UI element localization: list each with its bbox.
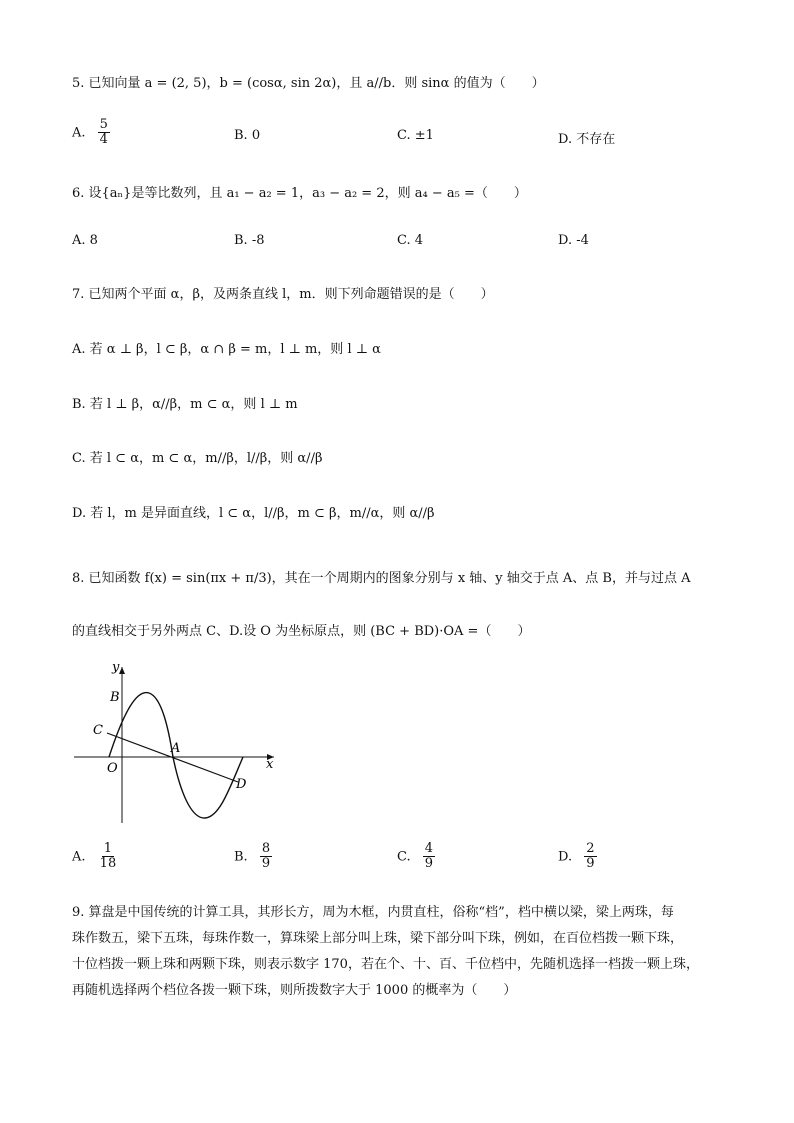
q5-option-b: B. 0 [234,128,261,143]
q6-option-a: A. 8 [72,233,98,248]
label-o: O [107,761,118,776]
q6-stem: 6. 设{aₙ}是等比数列，且 a₁ − a₂ = 1，a₃ − a₂ = 2，则 a₄ − a₅ =（ ） [72,186,527,201]
q7-option-a: A. 若 α ⊥ β，l ⊂ β，α ∩ β = m，l ⊥ m，则 l ⊥ α [72,342,381,357]
q6-option-b: B. -8 [234,233,265,248]
label-b: B [110,690,120,705]
q6-option-d: D. -4 [558,233,589,248]
q8-sine-graph [60,655,290,835]
q9-line1: 9. 算盘是中国传统的计算工具，其形长方，周为木框，内贯直柱，俗称“档”，档中横以梁，梁上两珠，每 [72,905,674,920]
q8-option-b: B. $\frac{8}{9}$ [234,841,271,872]
q7-option-b: B. 若 l ⊥ β，α//β，m ⊂ α，则 l ⊥ m [72,397,298,412]
q8-stem-line1: 8. 已知函数 f(x) = sin(πx + π/3)，其在一个周期内的图象分别与 x 轴、y 轴交于点 A、点 B，并与过点 A [72,571,691,586]
q9-line4: 再随机选择两个档位各拨一颗下珠，则所拨数字大于 1000 的概率为（ ） [72,983,517,998]
q6-option-c: C. 4 [397,233,424,248]
q9-text [72,900,732,1004]
label-c: C [93,723,103,738]
q8-option-a: A. $\frac{1}{18}$ [72,841,117,872]
q7-stem: 7. 已知两个平面 α，β，及两条直线 l，m．则下列命题错误的是（ ） [72,287,494,302]
q5-option-c: C. ±1 [397,128,434,143]
q5-stem: 5. 已知向量 a = (2, 5)，b = (cosα, sin 2α)，且 a//b．则 sinα 的值为（ ） [72,76,545,91]
q7-option-d: D. 若 l，m 是异面直线，l ⊂ α，l//β，m ⊂ β，m//α，则 α//β [72,506,435,521]
q5-option-a: A. $\frac{5}{4}$ [72,117,108,148]
label-x: x [266,757,274,772]
q8-option-d: D. $\frac{2}{9}$ [558,841,595,872]
q8-stem-line2: 的直线相交于另外两点 C、D.设 O 为坐标原点，则 (BC + BD)·OA =（ ） [72,624,531,639]
q9-line2: 珠作数五，梁下五珠，每珠作数一，算珠梁上部分叫上珠，梁下部分叫下珠，例如，在百位档拨一颗下珠， [72,931,684,946]
label-y: y [112,660,120,675]
q5-option-d: D. 不存在 [558,132,616,147]
q7-option-c: C. 若 l ⊂ α，m ⊂ α，m//β，l//β，则 α//β [72,451,323,466]
label-d: D [236,777,247,792]
q8-option-c: C. $\frac{4}{9}$ [397,841,434,872]
y-axis-arrow [119,667,125,674]
label-a: A [171,741,181,756]
q9-line3: 十位档拨一颗上珠和两颗下珠，则表示数字 170，若在个、十、百、千位档中，先随机选择一档拨一颗上珠， [72,957,699,972]
